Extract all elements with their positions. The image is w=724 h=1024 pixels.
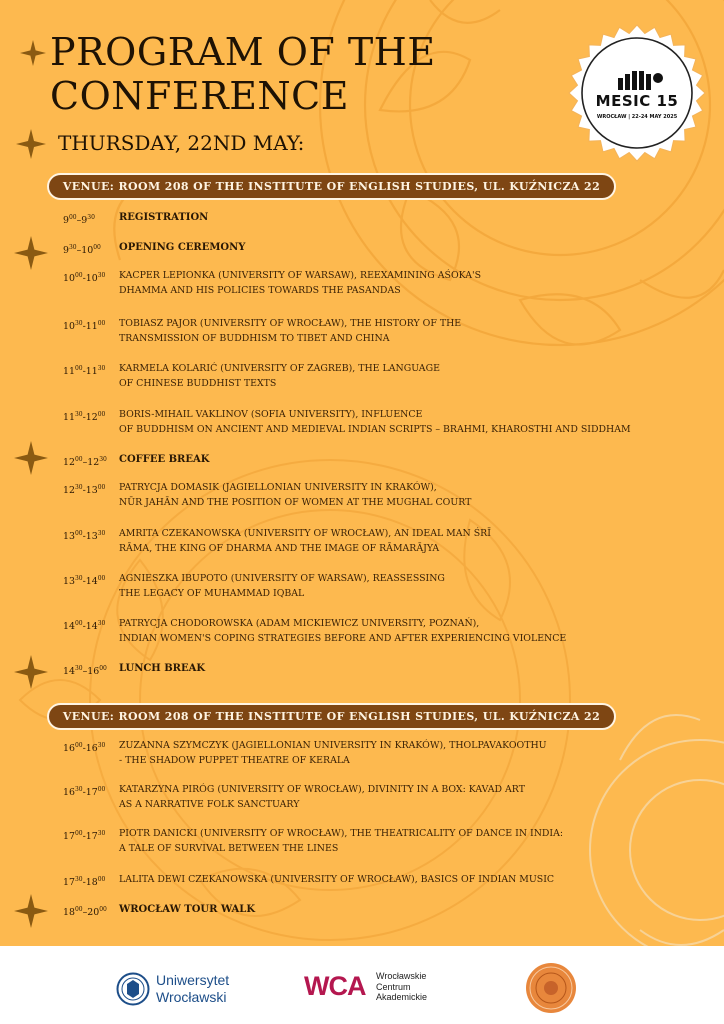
page-title bbox=[50, 30, 436, 118]
time-separator: - bbox=[82, 743, 86, 755]
wca-logo bbox=[304, 968, 454, 1004]
time-start-hour: 16 bbox=[63, 743, 75, 755]
schedule-event bbox=[119, 902, 719, 917]
time-end-hour: 10 bbox=[81, 245, 94, 257]
time-start-minute: 30 bbox=[68, 244, 77, 251]
time-separator: - bbox=[82, 576, 86, 588]
time-end-minute: 30 bbox=[99, 456, 107, 463]
time-end-hour: 11 bbox=[85, 366, 98, 378]
uwr-logo-line: Wrocławski bbox=[156, 989, 227, 1005]
talk-description bbox=[119, 872, 719, 887]
time-start-hour: 17 bbox=[63, 831, 75, 843]
time-end-minute: 30 bbox=[87, 214, 95, 221]
time-start-minute: 30 bbox=[74, 484, 83, 491]
time-end-minute: 30 bbox=[97, 620, 106, 627]
description-line: NŪR JAHĀN AND THE POSITION OF WOMEN AT THE MUGHAL COURT bbox=[119, 497, 472, 508]
talk-description bbox=[119, 361, 719, 391]
description-line: TOBIASZ PAJOR (UNIVERSITY OF WROCŁAW), THE HISTORY OF THE bbox=[119, 318, 462, 329]
description-line: PATRYCJA CHODOROWSKA (ADAM MICKIEWICZ UNIVERSITY, POZNAŃ), bbox=[119, 618, 480, 629]
time-end-hour: 13 bbox=[85, 485, 98, 497]
badge-subtitle: WROCŁAW | 22-24 MAY 2025 bbox=[596, 114, 678, 120]
description-line: AS A NARRATIVE FOLK SANCTUARY bbox=[119, 799, 300, 810]
time-start-minute: 00 bbox=[74, 456, 83, 463]
time-end-minute: 00 bbox=[99, 906, 107, 913]
university-crest-icon bbox=[116, 972, 150, 1006]
time-start-hour: 12 bbox=[63, 485, 75, 497]
time-separator: – bbox=[76, 215, 82, 227]
time-range bbox=[63, 782, 119, 800]
time-end-minute: 30 bbox=[97, 530, 106, 537]
time-start-minute: 00 bbox=[74, 906, 83, 913]
sparkle-icon bbox=[14, 441, 48, 475]
time-separator: – bbox=[76, 245, 82, 257]
time-range bbox=[63, 240, 119, 258]
time-end-hour: 17 bbox=[85, 831, 98, 843]
time-start-hour: 12 bbox=[63, 457, 75, 469]
time-range bbox=[63, 361, 119, 379]
time-separator: - bbox=[82, 321, 86, 333]
time-end-minute: 30 bbox=[97, 272, 106, 279]
time-end-minute: 00 bbox=[97, 876, 106, 883]
time-end-minute: 00 bbox=[97, 786, 106, 793]
description-line: DHAMMA AND HIS POLICIES TOWARDS THE PASANDAS bbox=[119, 285, 401, 296]
time-separator: - bbox=[82, 831, 86, 843]
description-line: A TALE OF SURVIVAL BETWEEN THE LINES bbox=[119, 843, 339, 854]
time-range bbox=[63, 452, 119, 470]
sparkle-icon bbox=[14, 236, 48, 270]
uwr-logo bbox=[116, 970, 266, 1010]
time-end-minute: 00 bbox=[99, 665, 107, 672]
sparkle-icon bbox=[16, 129, 46, 159]
time-separator: – bbox=[82, 666, 88, 678]
time-separator: – bbox=[82, 457, 88, 469]
time-end-hour: 14 bbox=[85, 576, 98, 588]
wca-logo-line: Wrocławskie bbox=[376, 971, 427, 981]
description-line: KARMELA KOLARIĆ (UNIVERSITY OF ZAGREB), THE LANGUAGE bbox=[119, 363, 440, 374]
description-line: KATARZYNA PIRÓG (UNIVERSITY OF WROCŁAW), DIVINITY IN A BOX: KAVAD ART bbox=[119, 784, 525, 795]
talk-description bbox=[119, 526, 719, 556]
schedule-event bbox=[119, 452, 719, 467]
mesic-logo-badge bbox=[566, 22, 708, 164]
time-start-hour: 14 bbox=[63, 666, 75, 678]
time-start-minute: 00 bbox=[68, 214, 77, 221]
description-line: OPENING CEREMONY bbox=[119, 242, 246, 253]
description-line: PIOTR DANICKI (UNIVERSITY OF WROCŁAW), THE THEATRICALITY OF DANCE IN INDIA: bbox=[119, 828, 564, 839]
uwr-logo-line: Uniwersytet bbox=[156, 972, 230, 988]
time-range bbox=[63, 526, 119, 544]
schedule-event bbox=[119, 210, 719, 225]
time-start-hour: 14 bbox=[63, 621, 75, 633]
talk-description bbox=[119, 738, 719, 768]
description-line: COFFEE BREAK bbox=[119, 454, 210, 465]
time-end-minute: 30 bbox=[97, 365, 106, 372]
time-range bbox=[63, 826, 119, 844]
time-end-minute: 00 bbox=[97, 575, 106, 582]
time-start-hour: 10 bbox=[63, 321, 75, 333]
description-line: LALITA DEWI CZEKANOWSKA (UNIVERSITY OF WROCŁAW), BASICS OF INDIAN MUSIC bbox=[119, 874, 555, 885]
description-line: PATRYCJA DOMASIK (JAGIELLONIAN UNIVERSITY IN KRAKÓW), bbox=[119, 482, 437, 493]
time-start-minute: 30 bbox=[74, 665, 83, 672]
description-line: ZUZANNA SZYMCZYK (JAGIELLONIAN UNIVERSITY IN KRAKÓW), THOLPAVAKOOTHU bbox=[119, 740, 547, 751]
time-range bbox=[63, 902, 119, 920]
time-end-hour: 16 bbox=[85, 743, 98, 755]
time-end-hour: 11 bbox=[85, 321, 98, 333]
day-heading: THURSDAY, 22ND MAY: bbox=[58, 131, 305, 155]
description-line: RĀMA, THE KING OF DHARMA AND THE IMAGE OF RĀMARĀJYA bbox=[119, 543, 440, 554]
talk-description bbox=[119, 480, 719, 510]
description-line: LUNCH BREAK bbox=[119, 663, 206, 674]
description-line: INDIAN WOMEN'S COPING STRATEGIES BEFORE AND AFTER EXPERIENCING VIOLENCE bbox=[119, 633, 567, 644]
time-separator: - bbox=[82, 787, 86, 799]
time-start-minute: 00 bbox=[74, 365, 83, 372]
sparkle-icon bbox=[14, 894, 48, 928]
time-start-minute: 30 bbox=[74, 575, 83, 582]
time-separator: – bbox=[82, 907, 88, 919]
page-title-line: CONFERENCE bbox=[50, 74, 349, 118]
time-end-hour: 13 bbox=[85, 531, 98, 543]
time-range bbox=[63, 316, 119, 334]
time-end-minute: 00 bbox=[97, 320, 106, 327]
talk-description bbox=[119, 782, 719, 812]
time-start-hour: 13 bbox=[63, 531, 75, 543]
time-range bbox=[63, 268, 119, 286]
description-line: KACPER LEPIONKA (UNIVERSITY OF WARSAW), REEXAMINING AŚOKA'S bbox=[119, 270, 482, 281]
time-range bbox=[63, 616, 119, 634]
wca-logo-line: Akademickie bbox=[376, 992, 428, 1002]
description-line: BORIS-MIHAIL VAKLINOV (SOFIA UNIVERSITY), INFLUENCE bbox=[119, 409, 423, 420]
time-start-minute: 00 bbox=[74, 742, 83, 749]
talk-description bbox=[119, 407, 719, 437]
time-range bbox=[63, 872, 119, 890]
time-separator: - bbox=[82, 273, 86, 285]
time-start-minute: 30 bbox=[74, 411, 83, 418]
wca-logo-mark: WCA bbox=[304, 971, 366, 1001]
time-end-hour: 14 bbox=[85, 621, 98, 633]
time-start-minute: 30 bbox=[74, 320, 83, 327]
time-end-hour: 12 bbox=[87, 457, 100, 469]
time-end-hour: 9 bbox=[81, 215, 88, 227]
time-end-hour: 16 bbox=[87, 666, 100, 678]
time-start-hour: 17 bbox=[63, 877, 75, 889]
time-end-minute: 30 bbox=[97, 742, 106, 749]
time-separator: - bbox=[82, 531, 86, 543]
schedule-event bbox=[119, 240, 719, 255]
time-separator: - bbox=[82, 485, 86, 497]
description-line: REGISTRATION bbox=[119, 212, 209, 223]
talk-description bbox=[119, 571, 719, 601]
time-start-hour: 13 bbox=[63, 576, 75, 588]
time-range bbox=[63, 738, 119, 756]
description-line: - THE SHADOW PUPPET THEATRE OF KERALA bbox=[119, 755, 350, 766]
time-end-hour: 12 bbox=[85, 412, 98, 424]
time-end-hour: 20 bbox=[87, 907, 100, 919]
footer-logos bbox=[0, 946, 724, 1024]
description-line: WROCŁAW TOUR WALK bbox=[119, 904, 256, 915]
time-start-minute: 00 bbox=[74, 620, 83, 627]
sparkle-icon bbox=[14, 655, 48, 689]
time-range bbox=[63, 661, 119, 679]
wca-logo-line: Centrum bbox=[376, 981, 411, 992]
time-end-hour: 10 bbox=[85, 273, 98, 285]
description-line: AGNIESZKA IBUPOTO (UNIVERSITY OF WARSAW), REASSESSING bbox=[119, 573, 445, 584]
time-separator: - bbox=[82, 412, 86, 424]
venue-banner: VENUE: ROOM 208 OF THE INSTITUTE OF ENGLISH STUDIES, UL. KUŹNICZA 22 bbox=[47, 173, 616, 200]
talk-description bbox=[119, 616, 719, 646]
time-start-hour: 11 bbox=[63, 366, 75, 378]
time-range bbox=[63, 407, 119, 425]
time-start-minute: 00 bbox=[74, 272, 83, 279]
time-separator: - bbox=[82, 366, 86, 378]
time-start-minute: 30 bbox=[74, 786, 83, 793]
venue-banner: VENUE: ROOM 208 OF THE INSTITUTE OF ENGLISH STUDIES, UL. KUŹNICZA 22 bbox=[47, 703, 616, 730]
time-start-hour: 18 bbox=[63, 907, 75, 919]
time-start-hour: 11 bbox=[63, 412, 75, 424]
badge-name: MESIC 15 bbox=[595, 92, 679, 110]
time-separator: - bbox=[82, 621, 86, 633]
time-separator: - bbox=[82, 877, 86, 889]
time-range bbox=[63, 571, 119, 589]
time-start-minute: 00 bbox=[74, 530, 83, 537]
page-title-line: PROGRAM OF THE bbox=[50, 30, 436, 74]
talk-description bbox=[119, 268, 719, 298]
time-start-minute: 00 bbox=[74, 830, 83, 837]
time-range bbox=[63, 210, 119, 228]
time-end-minute: 00 bbox=[93, 244, 101, 251]
description-line: AMRITA CZEKANOWSKA (UNIVERSITY OF WROCŁAW), AN IDEAL MAN ŚRĪ bbox=[119, 528, 491, 539]
time-start-minute: 30 bbox=[74, 876, 83, 883]
description-line: OF BUDDHISM ON ANCIENT AND MEDIEVAL INDIAN SCRIPTS – BRAHMI, KHAROSTHI AND SIDDHAM bbox=[119, 424, 631, 435]
time-range bbox=[63, 480, 119, 498]
time-start-hour: 9 bbox=[63, 215, 69, 227]
time-start-hour: 16 bbox=[63, 787, 75, 799]
description-line: OF CHINESE BUDDHIST TEXTS bbox=[119, 378, 277, 389]
time-end-minute: 00 bbox=[97, 484, 106, 491]
description-line: THE LEGACY OF MUHAMMAD IQBAL bbox=[119, 588, 305, 599]
time-start-hour: 9 bbox=[63, 245, 69, 257]
description-line: TRANSMISSION OF BUDDHISM TO TIBET AND CHINA bbox=[119, 333, 390, 344]
schedule-event bbox=[119, 661, 719, 676]
talk-description bbox=[119, 316, 719, 346]
time-end-minute: 30 bbox=[97, 830, 106, 837]
time-end-hour: 17 bbox=[85, 787, 98, 799]
sparkle-icon bbox=[20, 40, 46, 66]
time-end-hour: 18 bbox=[85, 877, 98, 889]
time-end-minute: 00 bbox=[97, 411, 106, 418]
time-start-hour: 10 bbox=[63, 273, 75, 285]
talk-description bbox=[119, 826, 719, 856]
institute-seal-icon bbox=[525, 962, 577, 1014]
